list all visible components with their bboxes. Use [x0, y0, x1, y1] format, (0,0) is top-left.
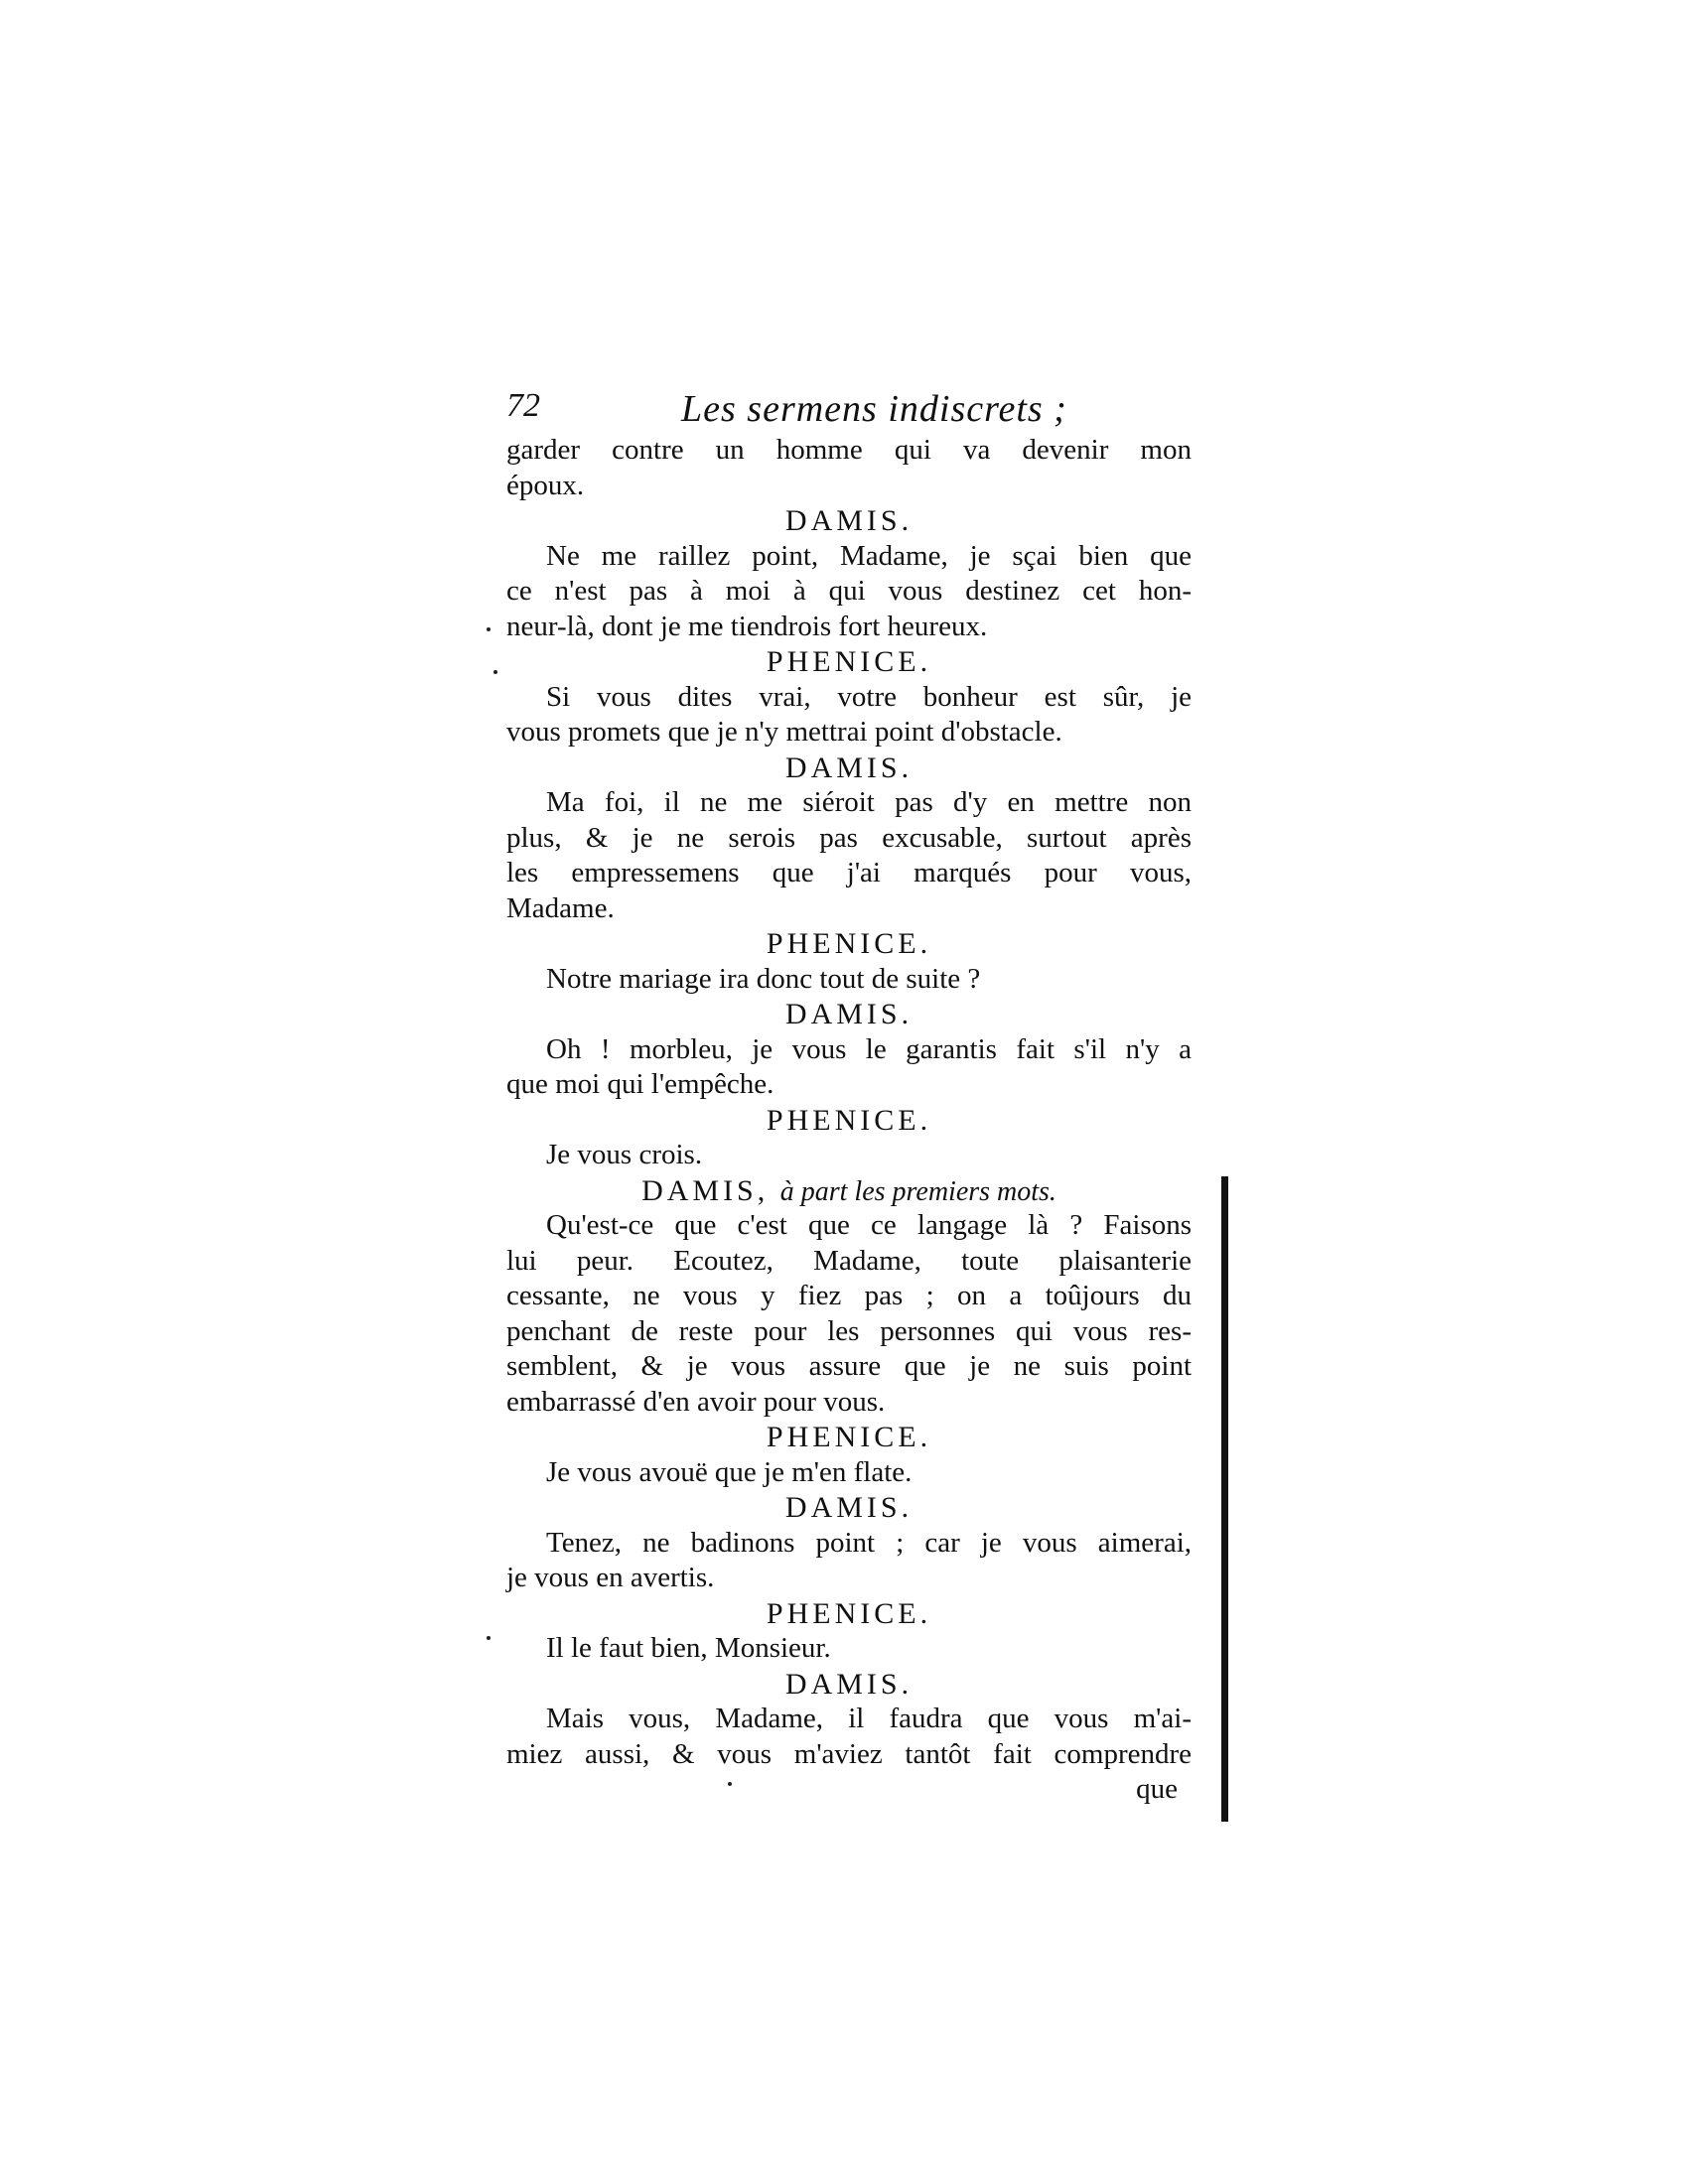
text-line: Notre mariage ira donc tout de suite ? [546, 962, 981, 995]
text-line: lui peur. Ecoutez, Madame, toute plaisanterie [506, 1244, 1192, 1277]
text-line: Qu'est-ce que c'est que ce langage là ? Faisons [546, 1209, 1192, 1241]
speaker-label: PHENICE. [766, 645, 932, 678]
text-line: ce n'est pas à moi à qui vous destinez cet hon- [506, 575, 1192, 607]
speaker-label: PHENICE. [766, 1596, 932, 1630]
speaker-name [506, 1596, 1192, 1632]
text-line: plus, & je ne serois pas excusable, surtout après [506, 821, 1192, 854]
speaker-label: DAMIS. [784, 998, 914, 1030]
catchword: que [1136, 1773, 1178, 1805]
speaker-label: DAMIS. [784, 1491, 914, 1524]
speaker-label: DAMIS. [784, 751, 914, 784]
speaker-label: DAMIS. [784, 504, 914, 537]
text-line: miez aussi, & vous m'aviez tantôt fait comprendre [506, 1737, 1192, 1770]
text-line: époux. [506, 469, 585, 501]
speaker-label: PHENICE. [766, 1421, 932, 1453]
margin-rule [1221, 1176, 1228, 1822]
text-line: que moi qui l'empêche. [506, 1068, 774, 1100]
speaker-label: PHENICE. [766, 1103, 932, 1137]
text-line: Si vous dites vrai, votre bonheur est sûr, je [546, 680, 1192, 713]
text-line: Madame. [506, 891, 615, 924]
speaker-name [506, 751, 1192, 786]
speaker-name [506, 1667, 1192, 1703]
speck [493, 670, 497, 674]
speaker-name [506, 644, 1192, 680]
text-line: Ne me raillez point, Madame, je sçai bien que [546, 539, 1192, 572]
dialogue-text [506, 433, 1192, 1808]
speaker-name [506, 1490, 1192, 1526]
speaker-name [506, 1173, 1192, 1209]
text-line: penchant de reste pour les personnes qui vous res- [506, 1314, 1192, 1347]
speaker-name [506, 1420, 1192, 1455]
speaker-name [506, 926, 1192, 962]
speaker-label: DAMIS, [641, 1173, 770, 1207]
text-line: Oh ! morbleu, je vous le garantis fait s'il n'y a [546, 1032, 1192, 1065]
text-line: semblent, & je vous assure que je ne suis point [506, 1350, 1192, 1382]
speaker-label: DAMIS. [784, 1667, 914, 1701]
page-number: 72 [506, 387, 540, 424]
speaker-label: PHENICE. [766, 927, 932, 960]
running-title: Les sermens indiscrets ; [681, 388, 1067, 430]
running-header [506, 387, 1201, 437]
speck [487, 627, 491, 631]
text-line: Je vous crois. [546, 1139, 703, 1170]
speaker-name [506, 1103, 1192, 1139]
text-line: garder contre un homme qui va devenir mon [506, 434, 1192, 466]
speaker-name [506, 997, 1192, 1032]
speck [728, 1782, 732, 1786]
text-line: Je vous avouë que je m'en flate. [546, 1455, 913, 1488]
text-line: je vous en avertis. [506, 1562, 715, 1593]
text-line: Tenez, ne badinons point ; car je vous aimerai, [546, 1526, 1192, 1559]
stage-direction: à part les premiers mots. [779, 1175, 1056, 1207]
text-line: Il le faut bien, Monsieur. [546, 1632, 831, 1664]
text-line: Mais vous, Madame, il faudra que vous m'ai- [546, 1703, 1192, 1734]
text-line: cessante, ne vous y fiez pas ; on a toûjours du [506, 1280, 1192, 1311]
text-line: neur-là, dont je me tiendrois fort heureux. [506, 610, 988, 642]
speaker-name [506, 503, 1192, 539]
text-line: les empressemens que j'ai marqués pour vous, [506, 857, 1192, 888]
speck [487, 1636, 491, 1640]
text-line: embarrassé d'en avoir pour vous. [506, 1385, 886, 1418]
text-line: vous promets que je n'y mettrai point d'obstacle. [506, 716, 1062, 748]
text-line: Ma foi, il ne me siéroit pas d'y en mettre non [546, 786, 1192, 818]
